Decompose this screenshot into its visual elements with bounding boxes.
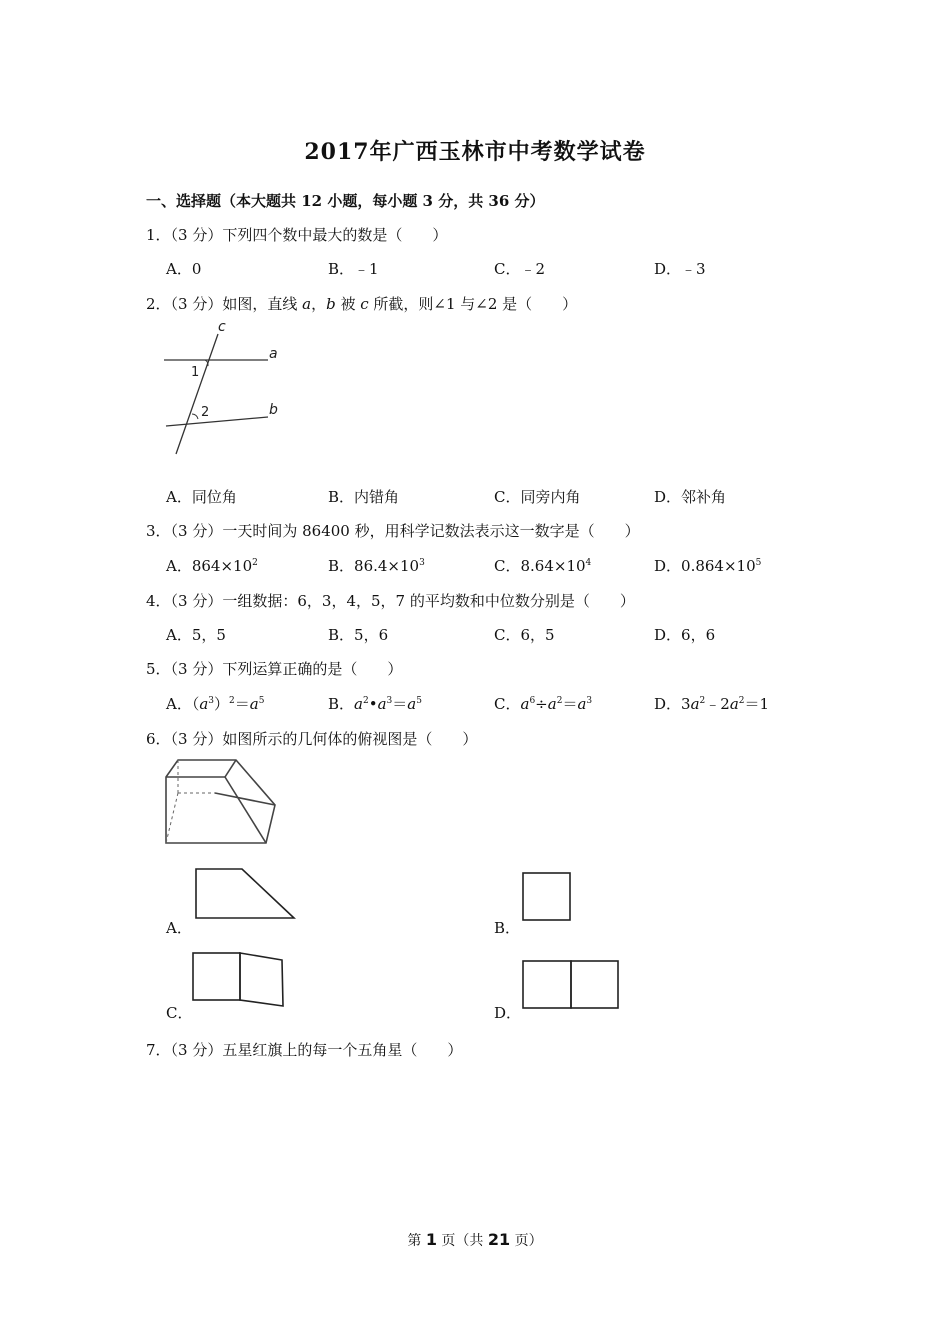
- page-title: 2017年广西玉林市中考数学试卷: [304, 139, 646, 165]
- question-3-option-d: D．$0.864\times 10^5$: [654, 557, 762, 575]
- question-5-stem: 5．（3 分）下列运算正确的是（ ）: [146, 660, 403, 678]
- question-1-stem: 1．（3 分）下列四个数中最大的数是（ ）: [146, 226, 448, 244]
- question-2-option-a: A．同位角: [166, 488, 237, 506]
- question-6-option-d-label: D．: [494, 1004, 522, 1022]
- question-3-option-b: B．$86.4\times 10^3$: [328, 557, 425, 575]
- label-angle-1: 1: [191, 365, 200, 380]
- question-6-option-a-figure: [190, 866, 300, 922]
- question-4-option-c: C．6，5: [494, 626, 555, 644]
- question-1-option-b: B．﹣1: [328, 260, 379, 278]
- question-4-option-d: D．6，6: [654, 626, 716, 644]
- page-number: 1: [425, 1230, 437, 1249]
- section-heading-choice: 一、选择题（本大题共 12 小题，每小题 3 分，共 36 分）: [146, 192, 545, 210]
- question-2-option-d: D．邻补角: [654, 488, 727, 506]
- question-1-option-a: A．0: [166, 260, 202, 278]
- question-4-option-a: A．5，5: [166, 626, 226, 644]
- question-6-option-c-label: C．: [166, 1004, 193, 1022]
- question-2-option-b: B．内错角: [328, 488, 400, 506]
- question-4-option-b: B．5，6: [328, 626, 389, 644]
- question-2-stem: 2．（3 分）如图，直线 a，b 被 c 所截，则∠1 与∠2 是（ ）: [146, 295, 578, 313]
- page-total: 21: [487, 1230, 511, 1249]
- page-footer: 第 1 页（共 21 页）: [407, 1230, 543, 1249]
- question-6-option-a-label: A．: [166, 919, 192, 937]
- question-6-solid-figure: [160, 755, 280, 850]
- label-b: b: [269, 402, 278, 418]
- question-5-option-a: A．$(a^3)^2=a^5$: [166, 695, 265, 713]
- label-angle-2: 2: [201, 405, 210, 420]
- angle-2-arc: [192, 414, 198, 419]
- question-3-option-c: C．$8.64\times 10^4$: [494, 557, 592, 575]
- question-6-option-c-figure: [190, 950, 288, 1010]
- label-c: c: [218, 319, 226, 335]
- question-6-option-b-label: B．: [494, 919, 521, 937]
- question-4-stem: 4．（3 分）一组数据：6，3，4，5，7 的平均数和中位数分别是（ ）: [146, 592, 635, 610]
- line-b: [166, 417, 268, 426]
- question-6-stem: 6．（3 分）如图所示的几何体的俯视图是（ ）: [146, 730, 478, 748]
- question-1-option-d: D．﹣3: [654, 260, 706, 278]
- line-c: [176, 334, 218, 454]
- question-7-stem: 7．（3 分）五星红旗上的每一个五角星（ ）: [146, 1041, 463, 1059]
- question-6-option-b-figure: [520, 870, 574, 922]
- question-3-option-a: A．$864\times 10^2$: [166, 557, 258, 575]
- label-a: a: [269, 346, 278, 362]
- question-6-option-d-figure: [520, 958, 624, 1010]
- question-1-option-c: C．﹣2: [494, 260, 546, 278]
- question-2-figure-lines: [160, 320, 290, 460]
- question-3-stem: 3．（3 分）一天时间为 86400 秒，用科学记数法表示这一数字是（ ）: [146, 522, 640, 540]
- question-5-option-d: D．$3a^2﹣2a^2=1$: [654, 695, 770, 713]
- question-2-option-c: C．同旁内角: [494, 488, 581, 506]
- question-5-option-c: C．$a^6\div a^2=a^3$: [494, 695, 593, 713]
- question-5-option-b: B．$a^2•a^3=a^5$: [328, 695, 422, 713]
